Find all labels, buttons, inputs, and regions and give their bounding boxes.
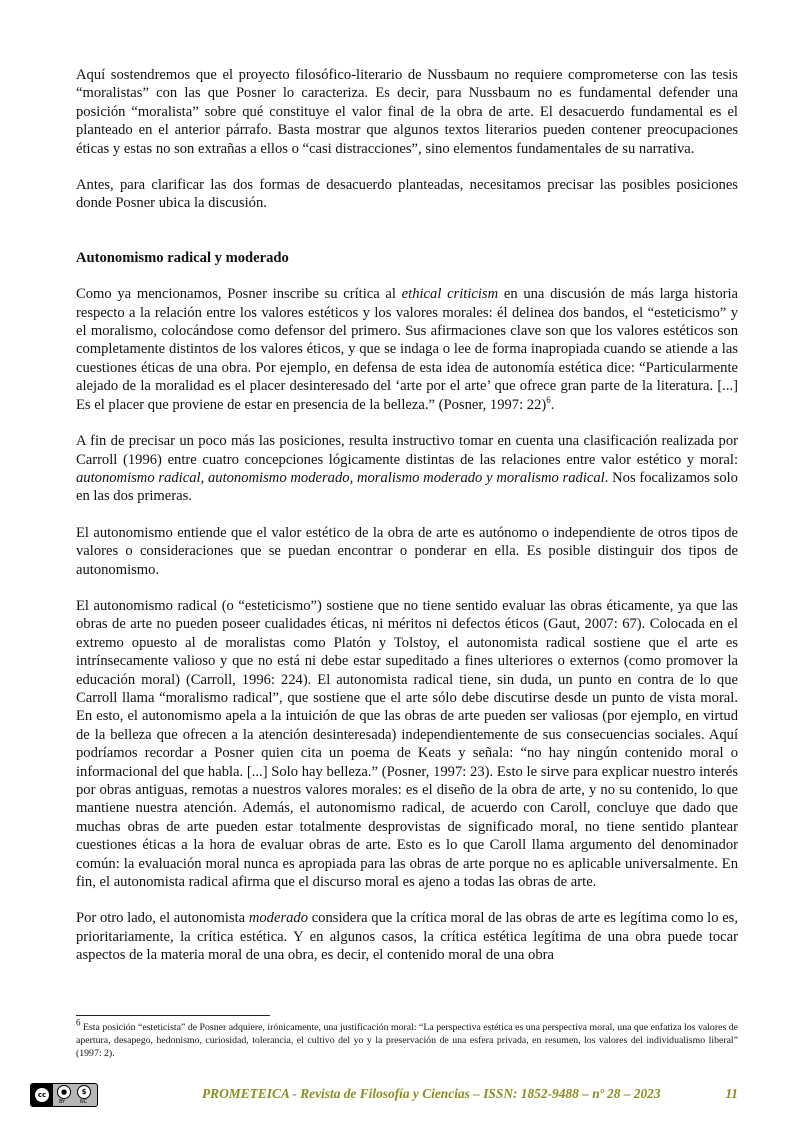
- paragraph-1: Aquí sostendremos que el proyecto filosófico-literario de Nussbaum no requiere comprometerse con las tesis “moralistas” con las que Posner lo caracteriza. Es decir, para Nussbaum no es fundamental defender una posición “moralista” sobre qué constituye el valor final de la obra de arte. El desacuerdo fundamental es el planteado en el anterior párrafo. Basta mostrar que algunos textos literarios pueden contener preocupaciones éticas y estas no son extrañas a ellos o “casi distracciones”, sino elementos fundamentales de su narrativa.: [76, 67, 738, 157]
- cc-nc-label: NC: [80, 1099, 88, 1105]
- footnote-6: [76, 1017, 738, 1060]
- footnote-number: 6: [76, 1017, 81, 1028]
- paragraph-3-text-b: en una discusión de más larga historia respecto a la relación entre los valores estéticos y los valores morales: él delinea dos bandos, el “esteticismo” y el moralismo, colocándose como defensor del primero. Sus afirmaciones clave son que los valores estéticos son completamente distintos de los valores éticos, y que se indaga o lee de forma inapropiada cuando se atiende a las cuestiones éticas de una obra. Por ejemplo, en defensa de esta idea de autonomía estética dice: “Particularmente alejado de la moralidad es el placer desinteresado del ‘arte por el arte’ que ofrece gran parte de la literatura. [...] Es el placer que proviene de estar en presencia de la belleza.” (Posner, 1997: 22): [76, 286, 739, 413]
- noncommercial-icon: $: [77, 1085, 91, 1099]
- paragraph-7: [76, 909, 738, 964]
- attribution-icon: ●: [57, 1085, 71, 1099]
- footnote-text: Esta posición “esteticista” de Posner adquiere, irónicamente, una justificación moral: “La perspectiva estética es una perspectiva moral, una que enfatiza los valores de apertura, desapego, hedonismo, curiosidad, tolerancia, el cultivo del yo y la preservación de una esfera privada, en resumen, los valores del individualismo liberal” (1997: 2).: [76, 1022, 738, 1059]
- paragraph-4-text-b: . Nos focalizamos solo en las dos primeras.: [76, 469, 738, 505]
- paragraph-3-end: .: [550, 396, 555, 413]
- cc-by-label: BY: [59, 1099, 66, 1105]
- section-heading: Autonomismo radical y moderado: [76, 249, 289, 266]
- paragraph-7-text-a: Por otro lado, el autonomista: [76, 910, 249, 927]
- paragraph-7-emphasis: moderado: [248, 910, 309, 927]
- paragraph-3-text-a: Como ya mencionamos, Posner inscribe su crítica al: [76, 286, 402, 303]
- paragraph-3: [76, 285, 738, 414]
- footnote-divider: [76, 1015, 270, 1016]
- paragraph-4-text-a: A fin de precisar un poco más las posiciones, resulta instructivo tomar en cuenta una clasificación realizada por Carroll (1996) entre cuatro concepciones lógicamente distintas de las relaciones entre valor estético y moral:: [76, 433, 738, 468]
- page-number: 11: [725, 1086, 738, 1101]
- paragraph-4: [76, 432, 738, 506]
- paragraph-3-emphasis: ethical criticism: [401, 286, 499, 303]
- paragraph-4-emphasis: autonomismo radical, autonomismo moderado, moralismo moderado y moralismo radical: [76, 469, 605, 486]
- footnote-ref-6[interactable]: 6: [546, 394, 551, 405]
- cc-license-badge[interactable]: [30, 1083, 98, 1107]
- journal-citation: PROMETEICA - Revista de Filosofía y Ciencias – ISSN: 1852-9488 – nº 28 – 2023: [202, 1086, 661, 1101]
- paragraph-2: Antes, para clarificar las dos formas de desacuerdo planteadas, necesitamos precisar las posibles posiciones donde Posner ubica la discusión.: [76, 177, 738, 212]
- page-body: [76, 66, 738, 983]
- paragraph-7-text-b: considera que la crítica moral de las obras de arte es legítima como lo es, prioritariamente, la crítica estética. Y en algunos casos, la crítica estética legítima de una obra puede tocar aspectos de la materia moral de una obra, es decir, el contenido moral de una obra: [76, 910, 739, 964]
- cc-icon: cc: [35, 1088, 49, 1102]
- paragraph-6: El autonomismo radical (o “esteticismo”) sostiene que no tiene sentido evaluar las obras éticamente, ya que las obras de arte no pueden poseer cualidades éticas, ni méritos ni defectos éticos (Gaut, 2007: 67). Colocada en el extremo opuesto al de moralistas como Platón y Tolstoy, el autonomista radical sostiene que el arte es intrínsecamente valioso y que no está ni debe estar supeditado a fines ulteriores o externos (como promover la educación moral) (Carroll, 1996: 224). El autonomista radical tiene, sin duda, un punto en contra de lo que Carroll llama “moralismo radical”, que sostiene que el arte sólo debe discutirse desde un punto de vista moral. En esto, el autonomismo apela a la intuición de que las obras de arte pueden ser valiosas (por ejemplo, en virtud de la belleza que ofrecen a la atención desinteresada) independientemente de sus consecuencias sociales. Aquí podríamos recordar a Posner quien cita un poema de Keats y señala: “no hay ningún contenido moral o informacional del que habla. [...] Solo hay belleza.” (Posner, 1997: 23). Esto le sirve para explicar nuestro interés por obras antiguas, remotas a nuestros valores morales: es el diseño de la obra de arte, y no su contenido, lo que mantiene nuestra atención. Además, el autonomismo radical, de acuerdo con Caroll, concluye que dado que muchas obras de arte pueden estar totalmente desprovistas de significado moral, no tiene sentido plantear cuestiones éticas a la hora de evaluar obras de arte. Esto es lo que Caroll llama argumento del denominador común: la evaluación moral nunca es apropiada para las obras de arte porque no es aplicable universalmente. En fin, el autonomista radical afirma que el discurso moral es ajeno a todas las obras de arte.: [76, 597, 738, 891]
- paragraph-5: El autonomismo entiende que el valor estético de la obra de arte es autónomo o independiente de otros tipos de valores o consideraciones que se puedan encontrar o ponderar en ella. Es posible distinguir dos tipos de autonomismo.: [76, 524, 738, 578]
- page-footer: [30, 1083, 738, 1107]
